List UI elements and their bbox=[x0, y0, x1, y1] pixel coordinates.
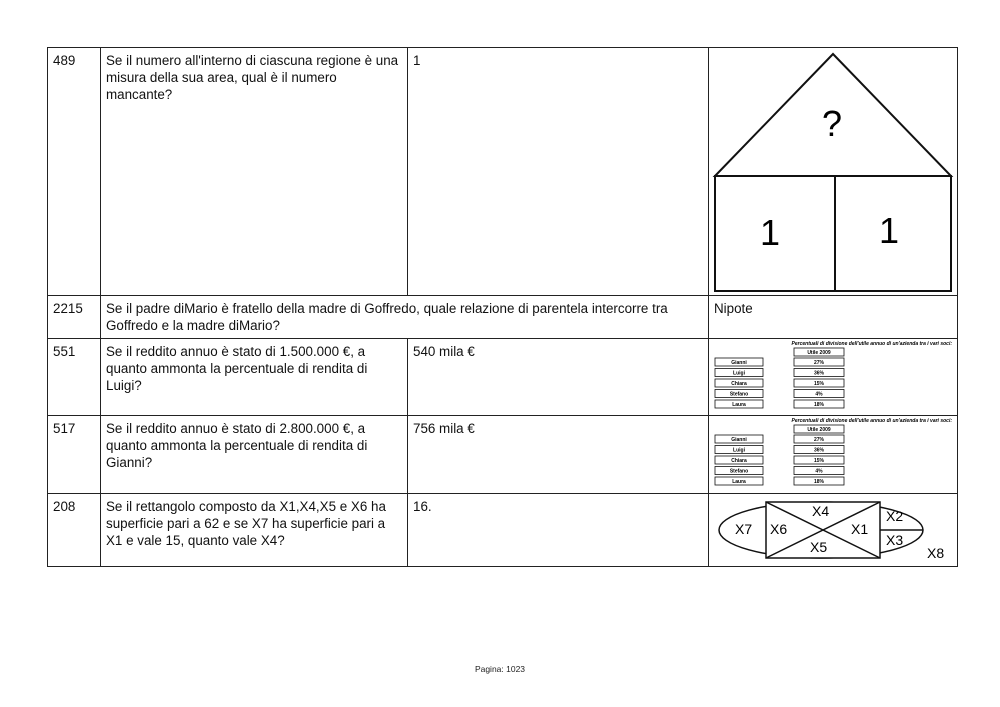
ellipse-figure bbox=[709, 494, 958, 566]
partner-share: 15% bbox=[814, 458, 825, 464]
right-room-label: 1 bbox=[879, 210, 900, 251]
profit-row-gianni bbox=[715, 435, 844, 443]
answer-text: 540 mila € bbox=[408, 339, 709, 416]
partner-name: Chiara bbox=[731, 381, 747, 387]
questions-table bbox=[47, 47, 958, 567]
region-label: X6 bbox=[770, 521, 788, 537]
answer-text: 1 bbox=[408, 48, 709, 296]
answer-text: Nipote bbox=[709, 296, 958, 339]
figure-cell bbox=[709, 48, 958, 296]
partner-share: 18% bbox=[814, 479, 825, 485]
house-figure bbox=[709, 48, 958, 295]
partner-share: 27% bbox=[814, 360, 825, 366]
question-id: 517 bbox=[48, 416, 101, 494]
region-label: X7 bbox=[735, 521, 753, 537]
profit-table-title: Percentuali di divisione dell'utile annuo di un'azienda tra i vari soci: bbox=[791, 418, 953, 424]
region-label: X8 bbox=[927, 545, 945, 561]
partner-share: 18% bbox=[814, 402, 825, 408]
profit-table-header: Utile 2009 bbox=[807, 350, 831, 356]
region-label: X4 bbox=[812, 503, 830, 519]
partner-share: 36% bbox=[814, 370, 825, 377]
figure-cell bbox=[709, 339, 958, 416]
table-row bbox=[48, 416, 958, 494]
profit-row-luigi bbox=[715, 446, 844, 454]
question-text: Se il reddito annuo è stato di 2.800.000 €, a quanto ammonta la percentuale di rendita di Gianni? bbox=[101, 416, 408, 494]
profit-row-chiara bbox=[715, 456, 844, 464]
partner-name: Laura bbox=[732, 402, 746, 408]
partner-name: Stefano bbox=[729, 468, 749, 475]
question-id: 208 bbox=[48, 494, 101, 567]
answer-text: 756 mila € bbox=[408, 416, 709, 494]
partner-name: Luigi bbox=[733, 447, 745, 454]
partner-name: Stefano bbox=[729, 391, 749, 398]
table-row bbox=[48, 48, 958, 296]
region-label: X5 bbox=[810, 539, 828, 555]
profit-table-figure bbox=[709, 339, 958, 415]
question-text: Se il reddito annuo è stato di 1.500.000 €, a quanto ammonta la percentuale di rendita di Luigi? bbox=[101, 339, 408, 416]
profit-table-header: Utile 2009 bbox=[807, 427, 831, 433]
profit-row-gianni bbox=[715, 358, 844, 366]
left-room-label: 1 bbox=[760, 212, 781, 253]
profit-row-chiara bbox=[715, 379, 844, 387]
region-label: X2 bbox=[886, 508, 904, 524]
table-row bbox=[48, 296, 958, 339]
page-footer: Pagina: 1023 bbox=[474, 664, 526, 674]
partner-name: Laura bbox=[732, 479, 746, 485]
question-text: Se il padre diMario è fratello della madre di Goffredo, quale relazione di parentela intercorre tra Goffredo e la madre diMario? bbox=[101, 296, 709, 339]
table-row bbox=[48, 494, 958, 567]
partner-name: Chiara bbox=[731, 458, 747, 464]
partner-share: 36% bbox=[814, 447, 825, 454]
roof-label: ? bbox=[822, 103, 843, 144]
profit-row-laura bbox=[715, 477, 844, 485]
question-text: Se il rettangolo composto da X1,X4,X5 e X6 ha superficie pari a 62 e se X7 ha superficie pari a X1 e vale 15, quanto vale X4? bbox=[101, 494, 408, 567]
table-row bbox=[48, 339, 958, 416]
partner-share: 15% bbox=[814, 381, 825, 387]
partner-share: 4% bbox=[815, 468, 823, 475]
house-body bbox=[715, 176, 951, 291]
profit-row-laura bbox=[715, 400, 844, 408]
partner-name: Luigi bbox=[733, 370, 745, 377]
profit-table-title: Percentuali di divisione dell'utile annuo di un'azienda tra i vari soci: bbox=[791, 341, 953, 347]
partner-share: 27% bbox=[814, 437, 825, 443]
figure-cell bbox=[709, 416, 958, 494]
profit-row-luigi bbox=[715, 369, 844, 377]
region-label: X3 bbox=[886, 532, 904, 548]
profit-row-stefano bbox=[715, 467, 844, 475]
question-id: 551 bbox=[48, 339, 101, 416]
profit-row-stefano bbox=[715, 390, 844, 398]
answer-text: 16. bbox=[408, 494, 709, 567]
question-text: Se il numero all'interno di ciascuna regione è una misura della sua area, qual è il numero mancante? bbox=[101, 48, 408, 296]
region-label: X1 bbox=[851, 521, 869, 537]
profit-table-figure bbox=[709, 416, 958, 493]
question-id: 489 bbox=[48, 48, 101, 296]
partner-name: Gianni bbox=[731, 360, 747, 366]
partner-share: 4% bbox=[815, 391, 823, 398]
partner-name: Gianni bbox=[731, 437, 747, 443]
question-id: 2215 bbox=[48, 296, 101, 339]
figure-cell bbox=[709, 494, 958, 567]
